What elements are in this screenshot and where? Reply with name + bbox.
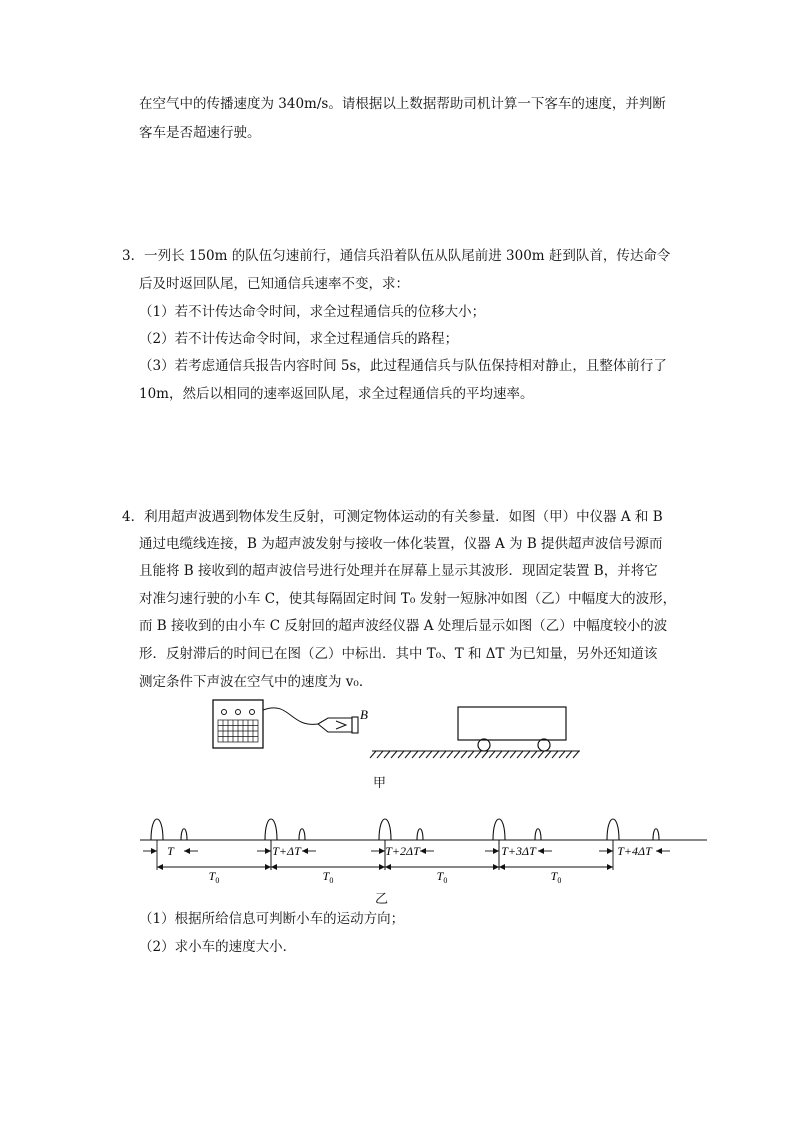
ground-hatch: [538, 751, 544, 758]
dimension-arrowhead: [151, 848, 157, 854]
q3-line-2: 后及时返回队尾，已知通信兵速率不变，求：: [139, 276, 409, 292]
period-label: $T_0$: [208, 869, 220, 885]
ground-hatch: [524, 751, 530, 758]
car-c: [458, 707, 566, 751]
ground-hatch: [496, 751, 502, 758]
dimension-arrowhead: [499, 864, 505, 870]
q4-line-1: 4．利用超声波遇到物体发生反射，可测定物体运动的有关参量．如图（甲）中仪器 A 和 B: [122, 509, 663, 525]
ground-hatch: [426, 751, 432, 758]
q3-line-4: （2）若不计传达命令时间，求全过程通信兵的路程；: [139, 331, 459, 347]
ground-hatch: [573, 751, 579, 758]
q4-sub-2: （2）求小车的速度大小．: [139, 939, 297, 955]
q4-sub-1: （1）根据所给信息可判断小车的运动方向；: [139, 911, 405, 927]
ground-hatch: [559, 751, 565, 758]
reflected-pulse: [653, 829, 659, 840]
reflected-pulse: [417, 829, 423, 840]
ground-hatch: [419, 751, 425, 758]
figure-jia: [200, 690, 600, 770]
q4-line-4: 对准匀速行驶的小车 C，使其每隔固定时间 T₀ 发射一短脉冲如图（乙）中幅度大的波形，: [139, 591, 677, 607]
ground-hatch: [433, 751, 439, 758]
cable: [263, 708, 318, 725]
ground-hatch: [531, 751, 537, 758]
ground-hatch: [440, 751, 446, 758]
ground-hatch: [398, 751, 404, 758]
ground-hatch: [412, 751, 418, 758]
ground-hatch: [566, 751, 572, 758]
ground-hatch: [370, 751, 376, 758]
q3-line-6: 10m，然后以相同的速率返回队尾，求全过程通信兵的平均速率。: [139, 386, 534, 402]
dimension-arrowhead: [385, 864, 391, 870]
dimension-arrowhead: [184, 848, 190, 854]
ground: [370, 751, 580, 758]
dimension-arrowhead: [379, 864, 385, 870]
dimension-arrowhead: [379, 848, 385, 854]
dimension-arrowhead: [607, 848, 613, 854]
emitted-pulse: [607, 819, 619, 840]
q3-line-3: （1）若不计传达命令时间，求全过程通信兵的位移大小；: [139, 304, 486, 320]
q2-line-1: 在空气中的传播速度为 340m/s。请根据以上数据帮助司机计算一下客车的速度，并判断: [139, 96, 666, 112]
instrument-a: [213, 700, 263, 748]
figure-yi-caption: 乙: [375, 892, 389, 907]
dimension-arrowhead: [271, 864, 277, 870]
ground-hatch: [510, 751, 516, 758]
dimension-arrowhead: [265, 848, 271, 854]
ground-hatch: [391, 751, 397, 758]
emitted-pulse: [265, 819, 277, 840]
reflected-pulse: [181, 829, 187, 840]
dimension-arrowhead: [420, 848, 426, 854]
q4-line-5: 而 B 接收到的由小车 C 反射回的超声波经仪器 A 处理后显示如图（乙）中幅度较小的波: [139, 618, 668, 634]
ground-hatch: [545, 751, 551, 758]
q4-line-7: 测定条件下声波在空气中的速度为 v₀．: [139, 674, 373, 690]
figure-yi: [130, 805, 710, 885]
period-label: $T_0$: [550, 869, 562, 885]
ground-hatch: [447, 751, 453, 758]
emitted-pulse: [151, 819, 163, 840]
delay-label: T+ΔT: [272, 844, 301, 858]
ground-hatch: [454, 751, 460, 758]
ground-hatch: [468, 751, 474, 758]
dimension-arrowhead: [538, 848, 544, 854]
ground-hatch: [517, 751, 523, 758]
emitted-pulse: [493, 819, 505, 840]
period-label: $T_0$: [436, 869, 448, 885]
dimension-arrowhead: [265, 864, 271, 870]
dimension-arrowhead: [656, 848, 662, 854]
emitted-pulse: [379, 819, 391, 840]
q4-line-6: 形．反射滞后的时间已在图（乙）中标出．其中 T₀、T 和 ΔT 为已知量，另外还知道该: [139, 646, 658, 662]
ground-hatch: [489, 751, 495, 758]
ground-hatch: [405, 751, 411, 758]
ground-hatch: [377, 751, 383, 758]
delay-label: T+4ΔT: [617, 844, 652, 858]
period-label: $T_0$: [322, 869, 334, 885]
ground-hatch: [461, 751, 467, 758]
reflected-pulse: [299, 829, 305, 840]
dimension-arrowhead: [607, 864, 613, 870]
reflected-pulse: [535, 829, 541, 840]
ground-hatch: [475, 751, 481, 758]
q3-line-5: （3）若考虑通信兵报告内容时间 5s，此过程通信兵与队伍保持相对静止，且整体前行了: [139, 358, 667, 374]
delay-label: T: [167, 844, 174, 858]
figure-jia-caption: 甲: [373, 776, 387, 791]
ground-hatch: [552, 751, 558, 758]
dimension-arrowhead: [493, 848, 499, 854]
dimension-arrowhead: [157, 864, 163, 870]
q3-line-1: 3．一列长 150m 的队伍匀速前行，通信兵沿着队伍从队尾前进 300m 赶到队首，传达命令: [122, 248, 671, 264]
dimension-arrowhead: [493, 864, 499, 870]
delay-label: T+2ΔT: [385, 844, 420, 858]
q2-line-2: 客车是否超速行驶。: [139, 125, 261, 141]
device-b-label: B: [360, 707, 368, 722]
q4-line-3: 且能将 B 接收到的超声波信号进行处理并在屏幕上显示其波形．现固定装置 B，并将它: [139, 563, 658, 579]
ground-hatch: [503, 751, 509, 758]
dimension-arrowhead: [302, 848, 308, 854]
ground-hatch: [482, 751, 488, 758]
device-b: [318, 717, 358, 733]
q4-line-2: 通过电缆线连接，B 为超声波发射与接收一体化装置，仪器 A 为 B 提供超声波信号源而: [139, 536, 663, 552]
ground-hatch: [384, 751, 390, 758]
delay-label: T+3ΔT: [501, 844, 536, 858]
